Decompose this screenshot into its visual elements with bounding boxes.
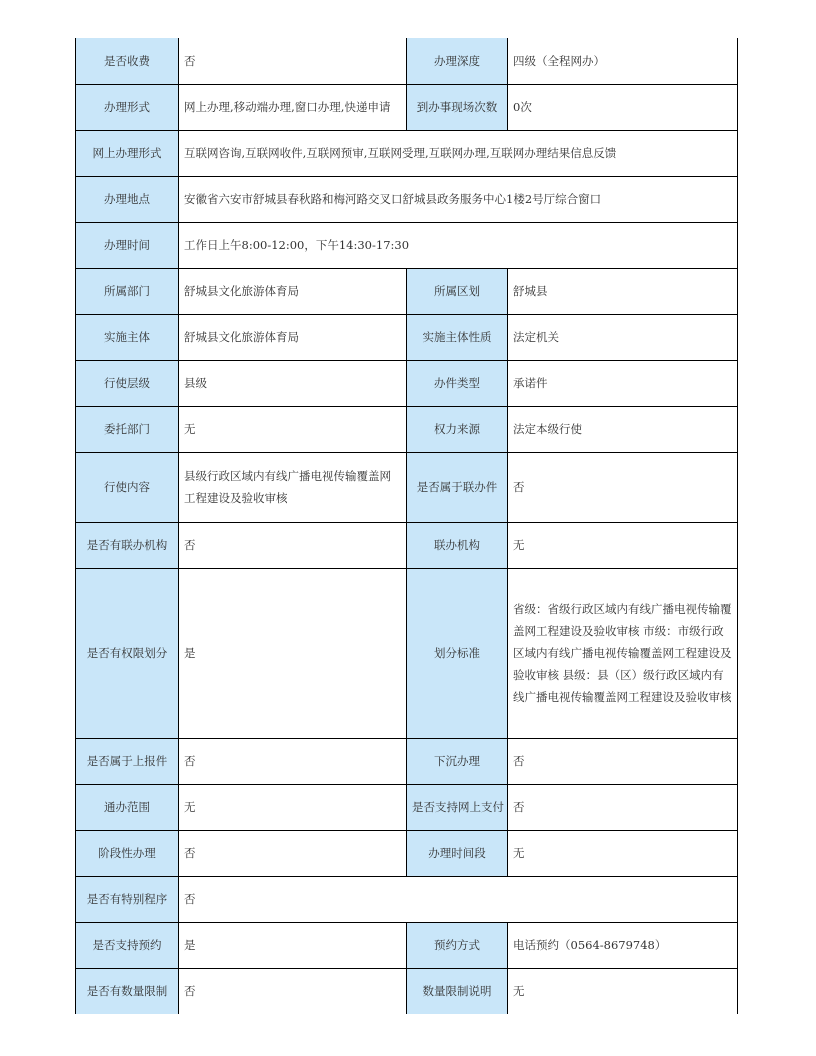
table-row bbox=[76, 38, 738, 84]
value-region: 舒城县 bbox=[508, 268, 738, 314]
value-reported-case: 否 bbox=[179, 738, 407, 784]
table-row bbox=[76, 176, 738, 222]
value-case-type: 承诺件 bbox=[508, 360, 738, 406]
label-entrusted-dept: 委托部门 bbox=[76, 406, 179, 452]
label-depth: 办理深度 bbox=[407, 38, 508, 84]
label-visits: 到办事现场次数 bbox=[407, 84, 508, 130]
label-division-standard: 划分标准 bbox=[407, 568, 508, 738]
label-level: 行使层级 bbox=[76, 360, 179, 406]
table-row bbox=[76, 968, 738, 1014]
value-visits: 0次 bbox=[508, 84, 738, 130]
label-phased-handling: 阶段性办理 bbox=[76, 830, 179, 876]
value-time-slot: 无 bbox=[508, 830, 738, 876]
label-quantity-limit-note: 数量限制说明 bbox=[407, 968, 508, 1014]
label-special-procedure: 是否有特别程序 bbox=[76, 876, 179, 922]
value-special-procedure: 否 bbox=[179, 876, 738, 922]
value-subject: 舒城县文化旅游体育局 bbox=[179, 314, 407, 360]
value-location: 安徽省六安市舒城县春秋路和梅河路交叉口舒城县政务服务中心1楼2号厅综合窗口 bbox=[179, 176, 738, 222]
value-general-scope: 无 bbox=[179, 784, 407, 830]
value-depth: 四级（全程网办） bbox=[508, 38, 738, 84]
label-time-slot: 办理时间段 bbox=[407, 830, 508, 876]
value-hours: 工作日上午8:00-12:00，下午14:30-17:30 bbox=[179, 222, 738, 268]
table-row bbox=[76, 522, 738, 568]
label-appointment: 是否支持预约 bbox=[76, 922, 179, 968]
label-general-scope: 通办范围 bbox=[76, 784, 179, 830]
label-region: 所属区划 bbox=[407, 268, 508, 314]
label-has-division: 是否有权限划分 bbox=[76, 568, 179, 738]
table-row bbox=[76, 360, 738, 406]
value-quantity-limit-note: 无 bbox=[508, 968, 738, 1014]
table-row bbox=[76, 452, 738, 522]
value-has-joint-agency: 否 bbox=[179, 522, 407, 568]
label-sink-handling: 下沉办理 bbox=[407, 738, 508, 784]
value-level: 县级 bbox=[179, 360, 407, 406]
label-reported-case: 是否属于上报件 bbox=[76, 738, 179, 784]
table-row bbox=[76, 830, 738, 876]
value-department: 舒城县文化旅游体育局 bbox=[179, 268, 407, 314]
value-subject-nature: 法定机关 bbox=[508, 314, 738, 360]
value-charge: 否 bbox=[179, 38, 407, 84]
value-joint-case: 否 bbox=[508, 452, 738, 522]
table-row bbox=[76, 84, 738, 130]
table-row bbox=[76, 876, 738, 922]
value-division-standard: 省级：省级行政区域内有线广播电视传输覆盖网工程建设及验收审核 市级：市级行政区域内有线广播电视传输覆盖网工程建设及验收审核 县级：县（区）级行政区域内有线广播电视传输覆盖网工程建设及验收审核 bbox=[508, 568, 738, 738]
label-appointment-method: 预约方式 bbox=[407, 922, 508, 968]
value-online-form: 互联网咨询,互联网收件,互联网预审,互联网受理,互联网办理,互联网办理结果信息反馈 bbox=[179, 130, 738, 176]
table-row bbox=[76, 922, 738, 968]
table-row bbox=[76, 222, 738, 268]
label-subject-nature: 实施主体性质 bbox=[407, 314, 508, 360]
value-exercise-content: 县级行政区域内有线广播电视传输覆盖网工程建设及验收审核 bbox=[179, 452, 407, 522]
value-appointment-method: 电话预约（0564-8679748） bbox=[508, 922, 738, 968]
label-online-form: 网上办理形式 bbox=[76, 130, 179, 176]
label-location: 办理地点 bbox=[76, 176, 179, 222]
label-hours: 办理时间 bbox=[76, 222, 179, 268]
label-joint-case: 是否属于联办件 bbox=[407, 452, 508, 522]
service-info-table bbox=[75, 38, 738, 1014]
label-quantity-limit: 是否有数量限制 bbox=[76, 968, 179, 1014]
label-online-payment: 是否支持网上支付 bbox=[407, 784, 508, 830]
value-entrusted-dept: 无 bbox=[179, 406, 407, 452]
label-department: 所属部门 bbox=[76, 268, 179, 314]
table-row bbox=[76, 738, 738, 784]
value-sink-handling: 否 bbox=[508, 738, 738, 784]
label-charge: 是否收费 bbox=[76, 38, 179, 84]
value-phased-handling: 否 bbox=[179, 830, 407, 876]
value-appointment: 是 bbox=[179, 922, 407, 968]
label-exercise-content: 行使内容 bbox=[76, 452, 179, 522]
table-row bbox=[76, 406, 738, 452]
table-row bbox=[76, 568, 738, 738]
table-row bbox=[76, 784, 738, 830]
value-joint-agency: 无 bbox=[508, 522, 738, 568]
table-row bbox=[76, 268, 738, 314]
table-row bbox=[76, 314, 738, 360]
value-quantity-limit: 否 bbox=[179, 968, 407, 1014]
value-online-payment: 否 bbox=[508, 784, 738, 830]
value-power-source: 法定本级行使 bbox=[508, 406, 738, 452]
table-row bbox=[76, 130, 738, 176]
label-form: 办理形式 bbox=[76, 84, 179, 130]
label-subject: 实施主体 bbox=[76, 314, 179, 360]
label-has-joint-agency: 是否有联办机构 bbox=[76, 522, 179, 568]
value-has-division: 是 bbox=[179, 568, 407, 738]
label-power-source: 权力来源 bbox=[407, 406, 508, 452]
value-form: 网上办理,移动端办理,窗口办理,快递申请 bbox=[179, 84, 407, 130]
label-joint-agency: 联办机构 bbox=[407, 522, 508, 568]
label-case-type: 办件类型 bbox=[407, 360, 508, 406]
